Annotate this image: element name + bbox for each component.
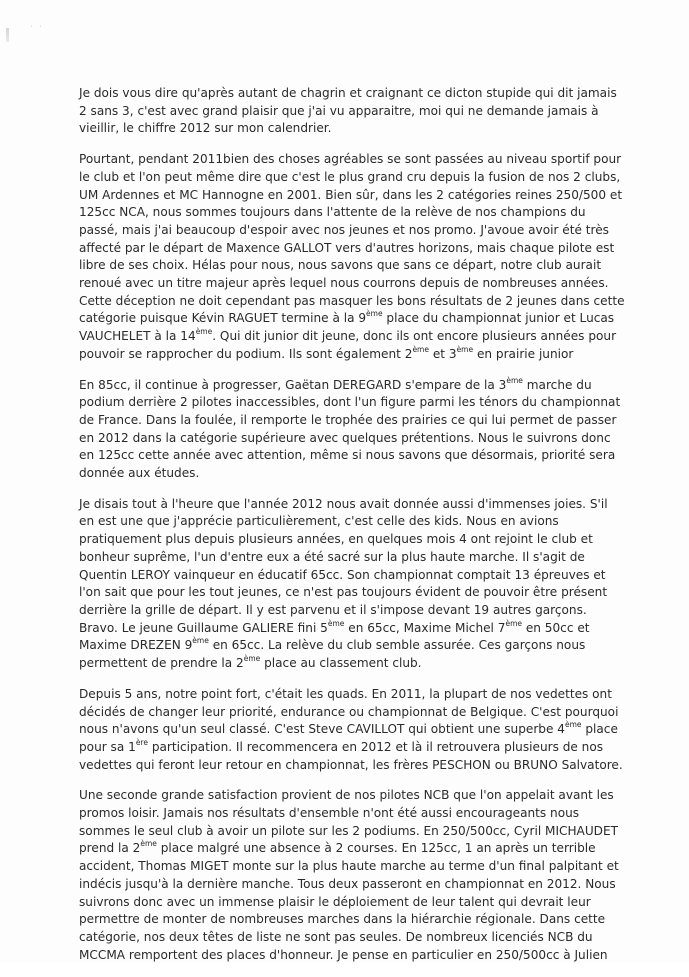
paragraph-ncb: Une seconde grande satisfaction provient de nos pilotes NCB que l'on appelait avant les promos loisir. Jamais nos résultats d'ensemble n'ont été aussi encourageants nous sommes le seul club à avoir un pilote sur les 2 podiums. En 250/500cc, Cyril MICHAUDET prend la 2ème place malgré une absence à 2 courses. En 125cc, 1 an après un terrible accident, Thomas MIGET monte sur la plus haute marche au terme d'un final palpitant et indécis jusqu'à la dernière manche. Tous deux passeront en championnat en 2012. Nous suivrons donc avec un immense plaisir le déploiement de leur talent qui devrait leur permettre de monter de nombreuses marches dans la hiérarchie régionale. Dans cette catégorie, nos deux têtes de liste ne sont pas seules. De nombreux licenciés NCB du MCCMA remportent des places d'honneur. Je pense en particulier en 250/500cc à Julien	[79, 788, 619, 962]
scan-edge-mark	[6, 28, 9, 42]
scan-dust-mark: · ·	[30, 22, 44, 31]
paragraph-kids: Je disais tout à l'heure que l'année 2012 nous avait donnée aussi d'immenses joies. S'il en est une que j'apprécie particulièrement, c'est celle des kids. Nous en avions pratiquement plus depuis plusieurs années, en quelques mois 4 ont rejoint le club et bonheur suprême, l'un d'entre eux a été sacré sur la plus haute marche. Il s'agit de Quentin LEROY vainqueur en éducatif 65cc. Son championnat comptait 13 épreuves et l'on sait que pour les tout jeunes, ce n'est pas toujours évident de pouvoir être présent derrière la grille de départ. Il y est parvenu et il s'impose devant 19 autres garçons. Bravo. Le jeune Guillaume GALIERE fini 5ème en 65cc, Maxime Michel 7ème en 50cc et Maxime DREZEN 9ème en 65cc. La relève du club semble assurée. Ces garçons nous permettent de prendre la 2ème place au classement club.	[79, 496, 608, 671]
paragraph-85cc: En 85cc, il continue à progresser, Gaëtan DEREGARD s'empare de la 3ème marche du podium derrière 2 pilotes inaccessibles, dont l'un figure parmi les ténors du championnat de France. Dans la foulée, il remporte le trophée des prairies ce qui lui permet de passer en 2012 dans la catégorie supérieure avec quelques prétentions. Nous le suivrons donc en 125cc cette année avec attention, même si nous savons que désormais, priorité sera donnée aux études.	[79, 375, 621, 481]
document-body	[79, 85, 626, 977]
paragraph-season-2011: Pourtant, pendant 2011bien des choses agréables se sont passées au niveau sportif pour le club et l'on peut même dire que c'est le plus grand cru depuis la fusion de nos 2 clubs, UM Ardennes et MC Hannogne en 2001. Bien sûr, dans les 2 catégories reines 250/500 et 125cc NCA, nous sommes toujours dans l'attente de la relève de nos champions du passé, mais j'ai beaucoup d'espoir avec nos jeunes et nos promo. J'avoue avoir été très affecté par le départ de Maxence GALLOT vers d'autres horizons, mais chaque pilote est libre de ses choix. Hélas pour nous, nous savons que sans ce départ, notre club aurait renoué avec un titre majeur après lequel nous courrons depuis de nombreuses années. Cette déception ne doit cependant pas masquer les bons résultats de 2 jeunes dans cette catégorie puisque Kévin RAGUET termine à la 9ème place du championnat junior et Lucas VAUCHELET à la 14ème. Qui dit junior dit jeune, donc ils ont encore plusieurs années pour pouvoir se rapprocher du podium. Ils sont également 2ème et 3ème en prairie junior	[79, 152, 625, 361]
paragraph-intro: Je dois vous dire qu'après autant de chagrin et craignant ce dicton stupide qui dit jamais 2 sans 3, c'est avec grand plaisir que j'ai vu apparaitre, moi qui ne demande jamais à vieillir, le chiffre 2012 sur mon calendrier.	[79, 86, 617, 136]
paragraph-quads: Depuis 5 ans, notre point fort, c'était les quads. En 2011, la plupart de nos vedettes ont décidés de changer leur priorité, endurance ou championnat de Belgique. C'est pourquoi nous n'avons qu'un seul classé. C'est Steve CAVILLOT qui obtient une superbe 4ème place pour sa 1ère participation. Il recommencera en 2012 et là il retrouvera plusieurs de nos vedettes qui feront leur retour en championnat, les frères PESCHON ou BRUNO Salvatore.	[79, 686, 623, 772]
